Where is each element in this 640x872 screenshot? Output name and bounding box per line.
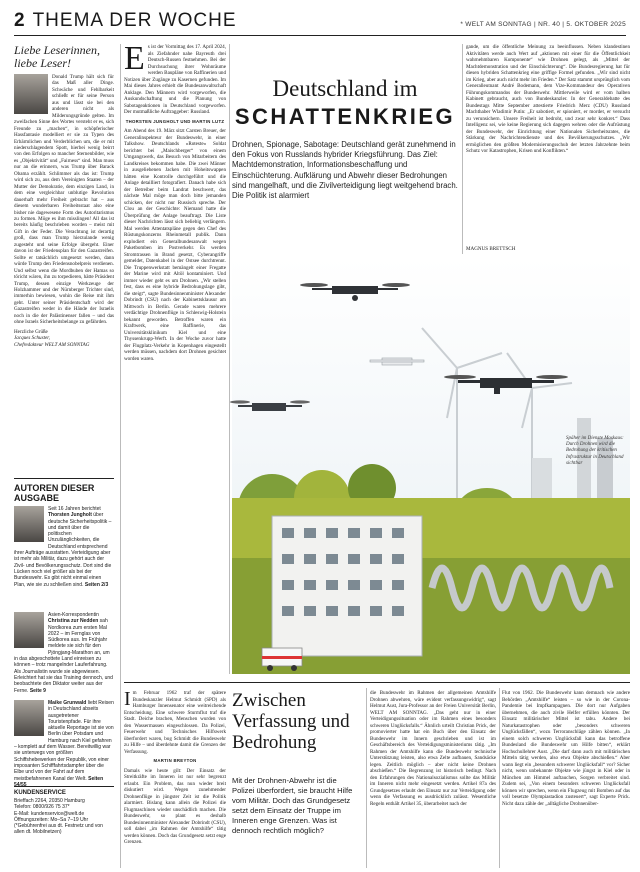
article-lead: Drohnen, Spionage, Sabotage: Deutschland gerät zunehmend in den Fokus von Russlands hybrider Kriegsführung. Das Ziel: Machtdemonstration, Informationsbeschaffung und Einschüchterung. Aufklärung und Abwehr dieser Bedrohungen sind mangelhaft, und die Zivilverteidigung liegt weitgehend brach. Die Politik ist alarmiert <box>232 140 458 201</box>
author-page: Seite 9 <box>29 687 46 694</box>
author-text: sah Nordkorea zum ersten Mal 2022 – im Fernglas von Südkorea aus. Im Frühjahr meldete sie sich für den Pjöngjang-Marathon an, um in das abgeschottete Land einreisen zu können – trotz mangelnder Lauferfahrung. Als Journalistin wurde sie abgewiesen. Erleichtert hat sie das Training dennoch, und beobachtete den Diktator weiter aus der Ferne. <box>14 618 113 694</box>
issue-info: * WELT AM SONNTAG | NR. 40 | 5. OKTOBER 2025 <box>460 21 626 28</box>
author-portrait <box>14 506 44 542</box>
customer-service <box>14 786 114 835</box>
author-lead: Asien-Korrespondentin <box>48 612 99 618</box>
editor-portrait <box>14 74 48 114</box>
column-divider <box>499 688 500 868</box>
article2-text: die Bundeswehr im Rahmen der allgemeinen Amtshilfe Drohnen abwehren, wäre evident verfassungswidrig“, sagt Helmut Aust, Jura-Professor an der Freien Universität Berlin, WELT AM SONNTAG. „Das geht nur in einer Verteidigungssituation oder im Rahmen eines besonders schweren Unglücksfalls.“ Ähnlich urteilt Christian Prick, der promovierter hatte hat ein Buch über den Einsatz der Bundeswehr im Innern geschrieben und ist im Geschäftsbereich des Verteidigungsministeriums tätig. „Im Rahmen der Amtshilfe kann die Bundeswehr technische Unterstützung leisten, also etwa Zelte aufbauen, Sandsäcke legen. Zeitlich möglich – aber nicht keine Drohnen abschießen.“ Die Begrenzung ist historisch bedingt. Nach den Erfahrungen des Nationalsozialismus sollte das Militär im Inneren nicht mehr eingesetzt werden. Artikel 87a des Grundgesetzes erlaubt den Einsatz nur zur Verteidigung oder wenn die Verfassung es ausdrücklich zulässt. Wesentliche Regeln enthält Artikel 35, überarbeitet nach der <box>370 690 496 807</box>
headline: SCHATTENKRIEG <box>234 104 456 129</box>
article2-text: m Februar 1962 traf der spätere Bundeskanzler Helmut Schmidt (SPD) als Hamburger Innensenator eine weitreichende Entscheidung. Eine schwere Sturmflut traf die Stadt. Deiche brachen, Menschen wurden von den Wassermassen eingeschlossen. Da Polizei, Feuerwehr und Technisches Hilfswerk überfordert waren, bog Schmidt die Bundeswehr zu Hilfe – und überdehnte damit die Grenzen der Verfassung. <box>124 690 226 755</box>
article-byline: THORSTEN JUNGHOLT UND MARTIN LUTZ <box>125 118 225 124</box>
author-text: über deutsche Sicherheitspolitik – und damit über die politischen Unzulänglichkeiten, die Deutschland entsprechend ihrer Aufträge ausstatten. Verteidigung aber ist mehr als Militär, dazu gehört auch der Zivil- und Bevölkerungsschutz. Dort sind die Lücken noch viel größer als bei der Bundeswehr. Es gibt nicht einmal einen Plan, wie sie zu schließen sind. <box>14 512 112 588</box>
service-line: Telefon: 0800/926 75 37* <box>14 804 70 811</box>
article2-column-3 <box>502 690 630 868</box>
image-caption: Späher im Dienste Moskaus: Durch Drohnen wird die Bedrohung der kritischen Infrastruktur in Deutschland sichtbar <box>566 436 624 466</box>
author-name: Thorsten Jungholt <box>48 512 92 519</box>
editorial-body <box>14 74 114 462</box>
author-item <box>14 506 114 596</box>
page-number: 2 <box>14 10 25 31</box>
article2-text: Flut von 1962. Die Bundeswehr kann demnach wie andere Behörden „Amtshilfe“ leisten – so wie in der Corona-Pandemie bei Impfkampagnen. Die dort nur Aufgaben übernehmen, die auch zivile Helfer erfüllen könnten. Der Einsatz militärischer Mittel ist tabu. Andere bei Naturkatastrophen oder „besonders schweren Unglücksfällen“, wozu Terroranschläge zählen können. „In einem solch schweren Unglücksfall kann das betroffene Bundesland die Bundeswehr um Hilfe bitten“, erklärt Hochschullehrer Aust. „Die darf dann auch mit militärischen Mitteln tätig werden, also etwa Objekte abschießen.“ Aber wann liegt ein „besonders schwerer Unglücksfall“ vor? Sicher nicht, wenn unbekannte Objekte wie jüngst in Kiel oder in München am Himmel auftauchen, Sorgen verbreitet sind. Zudem sei, „Von einem besonders schweren Unglücksfall können wir sprechen, wenn ein Flugzeug mit Bomben auf das voll besetzte Olympiastadion zusteuert“, sagt Experte Prick. Nicht dazu zähle der „alltägliche Drohnenüber- <box>502 690 630 807</box>
article-dropcap: E <box>124 40 145 77</box>
service-line: Öffnungszeiten: Mo–Sa 7–19 Uhr <box>14 816 89 823</box>
column-divider <box>120 44 121 868</box>
author-item <box>14 700 114 788</box>
author-item <box>14 612 114 696</box>
article2-title: Zwischen Verfassung und Bedrohung <box>232 690 350 753</box>
column-divider <box>462 44 463 254</box>
editorial-text: Donald Trump hält sich für das Maß aller Dinge. Schwäche und Fehlbarkeit schließt er für seine Person aus und lässt sie bei den anderen nicht als Milderungsgründe gelten. Im zweifachen Sinne des Wortes versteht er es, sich Freunde zu „machen“, in schöpferischer Hassfantasie modelliert er sie zu Typen des Erbärmlichen und Verderblichen um, die er mit niederschlagendem Spott, hierbei wenig beirrt von den Erfolgen so mancher Sternenbilder, wie es „Objektivität“ und „Fairness“ sind. Man muss nur an die erinnern, was Trump über Barack Obama erzählt. Schlimmer als das ist: Trump wird sich zu, aus dem Vereinigten Staaten – der Mutter der Demokratie, dem einzigen Land, in dem eine vergleichbar unblutige Revolution dauerhaft mehr Freiheit gebracht hat – aus diesem wunderbaren Freiheitsstaat also eine bisher nie dagewesene Form des Autoritarismus zu formen. Möge es ihm misslingen! All das ist bereits häufig beschrieben worden – meist mit Gift in der Feder. Die Verachtung ist derartig groß, dass man Trump hierzulande wenig zugesteht und seine Erfolge übergeht. Einer davon ist der Friedensplan für den Gazastreifen. Sollte er tatsächlich umgesetzt werden, dann würde Trump den Friedensnobelpreis verdienen. Und selbst wenn die Mordbuben der Hamas so töricht wären, ihn zu torpedieren, hätte Präsident Trump, dessen einzige Werkzeuge der Holzhammer und der Nürnberger Trichter sind, immerhin bewiesen, wohin die Reise mit ihm geht. Unter seiner Präsidentschaft wird der Gazastreifen weder in die Hände der Israelis noch in die der Palästinenser fallen – und das ohne Israels Sicherheitsbelange zu gefährden. <box>14 74 114 326</box>
article-intro: s ist der Vormittag des 17. April 2024, als Ziefahnder nahe Bayreuth drei Deutsch-Russen festnehmen. Bei der Durchsuchung ihrer Wohnräume werden Baupläne von Raffinerien und Notizen über Zugänge zu Kasernen gefunden. Im Mai dieses Jahres erhielt die Bundesanwaltschaft Anklage. Den Männern wird vorgeworfen, die Auskundschaftung und die Planung von Sabotageaktionen in Deutschland vorgeworfen. Der mutmaßliche Auftraggeber: Russland. <box>124 44 226 115</box>
column-divider <box>229 44 230 674</box>
author-name: Christina zur Nedden <box>48 618 99 625</box>
article2-byline: MARTIN BREYTON <box>153 758 197 763</box>
article-text: MAGNUS BRETTSCH <box>466 246 516 252</box>
author-portrait <box>14 700 44 736</box>
article2-lead: Mit der Drohnen-Abwehr ist die Polizei überfordert, sie braucht Hilfe vom Militär. Doch das Grundgesetz setzt dem Einsatz der Truppe im Inneren enge Grenzen. Was ist dennoch rechtlich möglich? <box>232 776 353 835</box>
article2-column-2 <box>370 690 496 868</box>
service-line: Brieffach 2264, 20350 Hamburg <box>14 798 85 805</box>
author-name: Maike Grunwald <box>48 700 87 706</box>
editorial-greeting: Liebe Leserinnen, liebe Leser! <box>14 43 100 70</box>
column-divider <box>366 688 367 868</box>
hospital-building <box>272 516 422 656</box>
service-line: (*Gebührenfrei aus dt. Festnetz und von allen dt. Mobilnetzen) <box>14 823 103 836</box>
service-line: E-Mail: kundenservice@welt.de <box>14 810 85 817</box>
editor-role: Chefredakteur WELT AM SONNTAG <box>14 341 90 348</box>
article2-text: Damals wie heute gilt: Der Einsatz der Streitkräfte im Inneren ist nur sehr begrenzt erlaubt. Ein Problem, das nun wieder breit diskutiert wird. Wegen zunehmender Drohnenflüge in jüngster Zeit ist die Politik alarmiert. Bislang kann allein die Polizei die Flugmaschinen wieder unschädlich machen. Die Bundeswehr, so plant es deshalb Bundesinnenminister Alexander Dobrindt (CSU), soll dabei „im Rahmen der Amtshilfe“ tätig werden können. Doch das Grundgesetz setzt enge Grenzen. <box>124 767 226 845</box>
article-column-2 <box>466 246 630 256</box>
section-title: THEMA DER WOCHE <box>32 10 237 31</box>
editor-name: Jacques Schuster, <box>14 335 50 342</box>
author-lead: Seit 16 Jahren berichtet <box>48 506 101 512</box>
service-heading: KUNDENSERVICE <box>14 790 66 796</box>
sign-off: Herzliche Grüße <box>14 328 48 335</box>
article2-dropcap: I <box>124 688 131 710</box>
author-portrait <box>14 612 44 648</box>
horizontal-rule <box>124 682 630 683</box>
author-page: Seiten 54/55 <box>14 775 104 788</box>
headline-kicker: Deutschland im <box>272 76 418 101</box>
author-page: Seiten 2/3 <box>84 581 109 588</box>
article-column-3 <box>466 44 630 244</box>
article2-column-1 <box>124 690 226 868</box>
authors-heading: AUTOREN DIESER AUSGABE <box>14 478 114 503</box>
editorial-letter <box>14 44 114 462</box>
author-text: liebt Reisen in Deutschland abseits ausgetretener Touristenpfade. Für ihre aktuelle Reportage ist sie von Berlin über Potsdam und Hamburg nach Kiel gefahren – komplett auf dem Wasser. Bereitwillig war sie unterwegs von größten Schiffshebewerken der Republik, von einer imposanten Schifffahrtsdampfer über die Elbe und von der Fahrt auf dem meistbefahrenen Kanal der Welt. <box>14 700 114 782</box>
masthead <box>14 10 626 36</box>
article-text: gande, um die öffentliche Meinung zu beeinflussen. Neben klandestinen Aktivitäten werde auch Wert auf „aktionen mit einer für die Öffentlichkeit wahrnehmbaren Komponente“ wie Drohnen gelegt, als „Mittel der Machtdemonstration und der Einschüchterung“. Die Bundesregierung hat für diesen hybriden Schattenkrieg eine griffige Formel gefunden. „Wir sind nicht im Krieg, aber auch nicht mehr im Frieden.“ Der Satz stammt ursprünglich vom Generalleutnant André Bodemann, dem Vize-Kommandeur des Operativen Führungskommandos der Bundeswehr. Mittlerweile wird er vom halben Kabinett gebraucht, auch von Bundeskanzler. In der Generaldebatte des Bundestags Mitte September attestierte Friedrich Merz (CDU) Russland Machthaber Wladimir Putin: „Er sabotiert, er spioniert, er mordet, er versucht zu verunsichern. Unsere Freiheit ist bedroht, und zwar sehr konkret.“ Dass Intelligenz sei, wie keine Regierung sich dagegen wehren oder die Aufrüstung der Bundeswehr, der Einrichtung einer Nationalen Sicherheitsrates, die Stärkung der Nachrichtendienste und des Bevölkerungsschutzes. „Wir ermöglichen den größten Modernisierungsschub der letzten Jahrzehnte beim Schutz vor Katastrophen, Krisen und Konflikten.“ <box>466 44 630 154</box>
article-column-1 <box>124 40 226 674</box>
article-text: Am Abend des 19. März sitzt Carsten Breuer, der Generalinspekteur der Bundeswehr, in einer Talkshow. Deutschlands »Roteste« Soldat berichtet bei „Maischberger“ von einem Umgangswerk, das Besuch von Mitarbeitern des Landkreises bekommen habe. Die zwei Männer in ausgeliehenen Jacken mit Hoheitswappen hätten eine Kontrolle durchgeführt und die Anlage detailliert fotografiert. Danach habe sich der Betreiber beim Landrat beschwert, das nächste Mal möge man doch bitte jemanden schicken, der nicht nur Russisch spreche. Der Clou an der Geschichte: Niemand hatte die Überprüfung der Anlage beauftragt. Die Liste dieser Nachrichten lässt sich beliebig verlängern. Mal werden Attentatspläne gegen den Chef des Rüstungskonzerns Rheinmetall publik. Dann explodiert ein Generalbundesanwalt wegen Paketbomben im Postverkehr. Es werden Stromtrassen in Brand gesetzt, Cyberangriffe gemeldet, Datenkabel in der Ostsee durchtrennt. Die Truppenwerkstatt bemängelt einer Fregatte der Marine wird mit Altöl kontaminiert. Und immer wieder geht es um Drohnen. „Wir stellen fest, dass es eine hybride Bedrohungslage gibt, die steigt“, sagte Bundesinnenminister Alexander Dobrindt (CSU) nach der Kabinettsklausur am Mittwoch in Berlin. Gerade waren mehrere verdächtige Drohnenflüge in Schleswig-Holstein bekannt geworden. Betroffen waren ein Kraftwerk, eine Raffinerie, das Universitätsklinikum Kiel und eine Thyssenkrupp-Werft. In der Woche zuvor hatte der Flugplatz-Verkehr in Kopenhagen eingestellt werden müssen, nachdem dort Drohnen gesichtet worden waren. <box>124 128 226 362</box>
